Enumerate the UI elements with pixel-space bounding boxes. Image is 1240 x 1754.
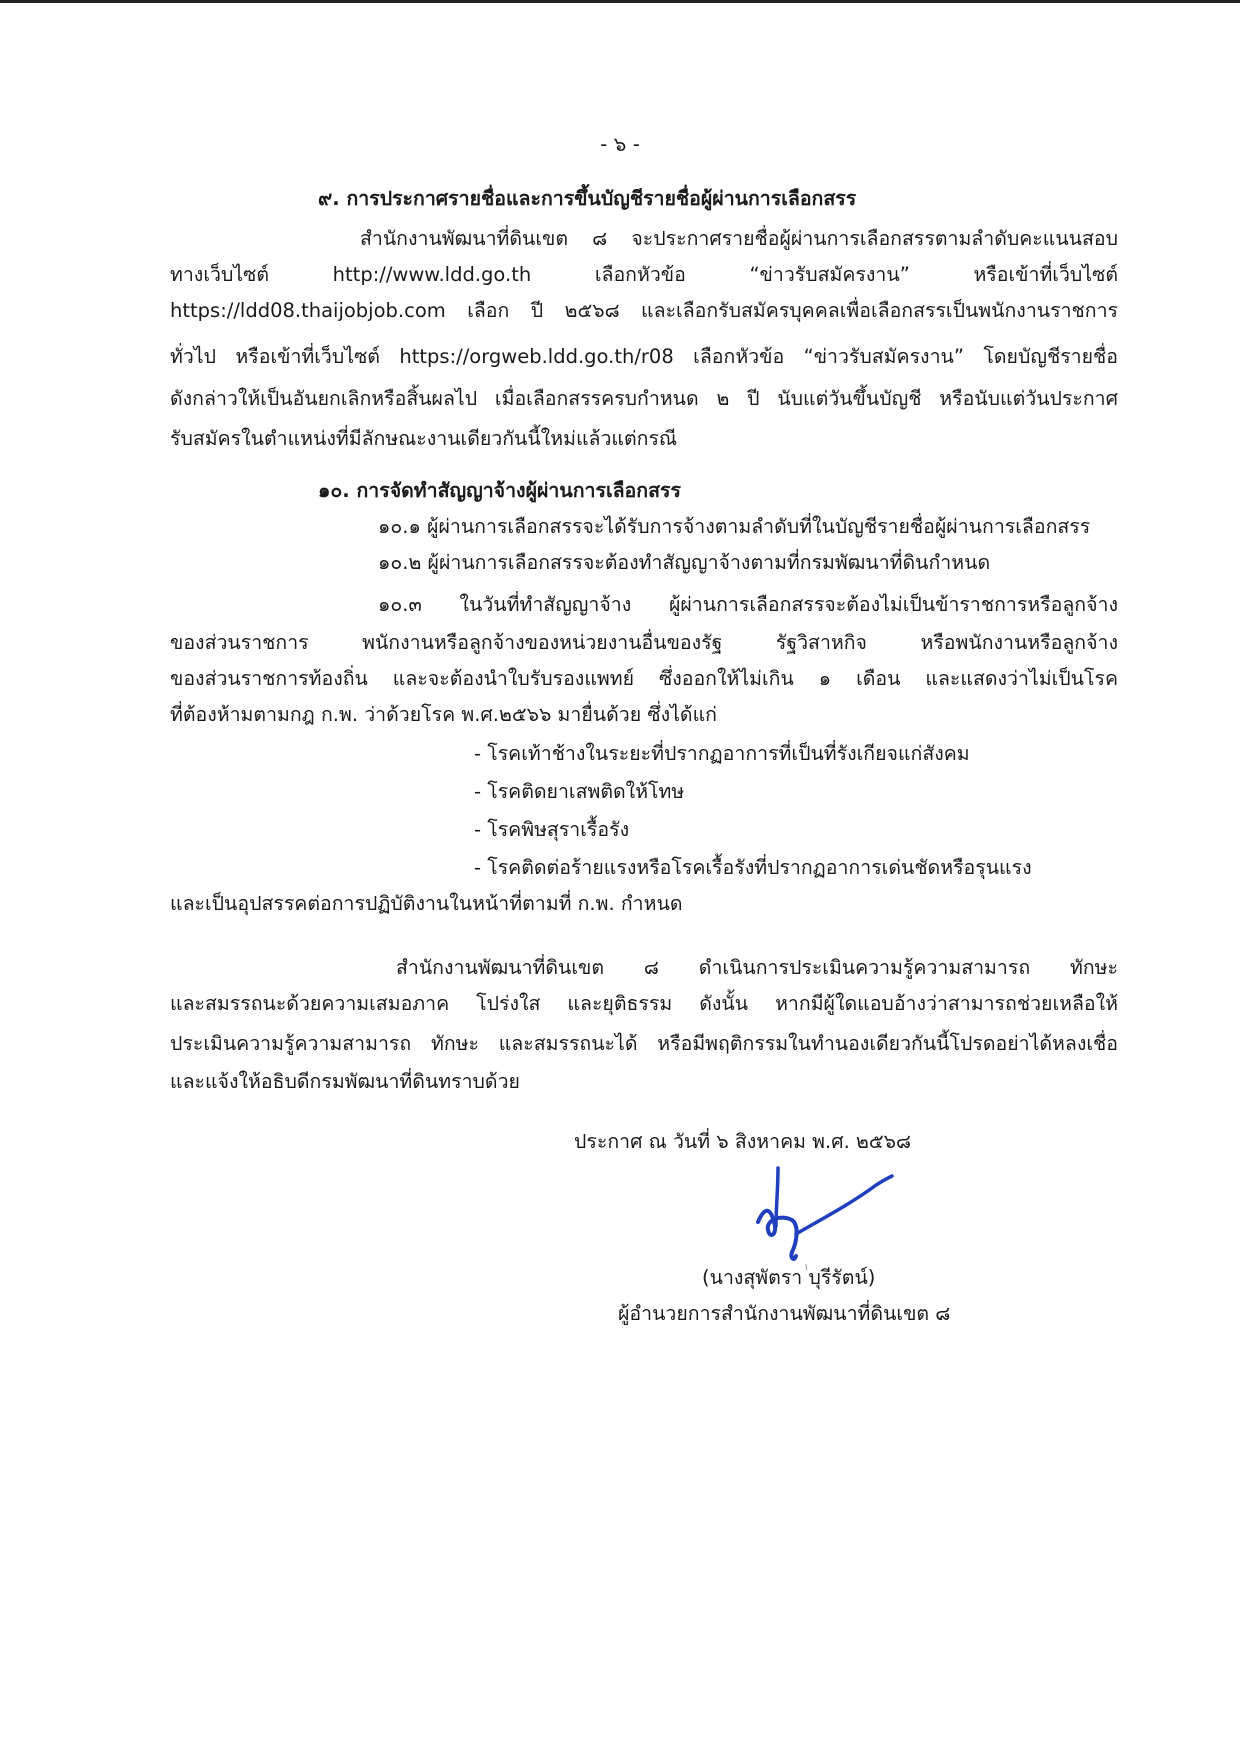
notice-line-1: สำนักงานพัฒนาที่ดินเขต ๘ ดำเนินการประเมินความรู้ความสามารถ ทักษะ [396, 956, 1118, 979]
notice-line-2: และสมรรถนะด้วยความเสมอภาค โปร่งใส และยุติธรรม ดังนั้น หากมีผู้ใดแอบอ้างว่าสามารถช่วยเหลือให้ [170, 992, 1118, 1015]
handwritten-signature [740, 1160, 900, 1270]
section-9-line-3: https://ldd08.thaijobjob.com เลือก ปี ๒๕๖๘ และเลือกรับสมัครบุคคลเพื่อเลือกสรรเป็นพนักงานราชการ [170, 299, 1118, 322]
section-10-item-3-line-2: ของส่วนราชการ พนักงานหรือลูกจ้างของหน่วยงานอื่นของรัฐ รัฐวิสาหกิจ หรือพนักงานหรือลูกจ้าง [170, 631, 1118, 654]
section-10-item-3-line-3: ของส่วนราชการท้องถิ่น และจะต้องนำใบรับรองแพทย์ ซึ่งออกให้ไม่เกิน ๑ เดือน และแสดงว่าไม่เป็นโรค [170, 667, 1118, 690]
disease-item: - โรคติดต่อร้ายแรงหรือโรคเรื้อรังที่ปรากฏอาการเด่นชัดหรือรุนแรง [474, 856, 1032, 879]
section-9-line-5: ดังกล่าวให้เป็นอันยกเลิกหรือสิ้นผลไป เมื่อเลือกสรรครบกำหนด ๒ ปี นับแต่วันขึ้นบัญชี หรือนับแต่วันประกาศ [170, 387, 1118, 410]
section-9-line-2: ทางเว็บไซต์ http://www.ldd.go.th เลือกหัวข้อ “ข่าวรับสมัครงาน” หรือเข้าที่เว็บไซต์ [170, 263, 1118, 286]
notice-line-3: ประเมินความรู้ความสามารถ ทักษะ และสมรรถนะได้ หรือมีพฤติกรรมในทำนองเดียวกันนี้โปรดอย่าได้หลงเชื่อ [170, 1032, 1118, 1055]
section-9-line-6: รับสมัครในตำแหน่งที่มีลักษณะงานเดียวกันนี้ใหม่แล้วแต่กรณี [170, 427, 678, 450]
section-10-item-3-line-4: ที่ต้องห้ามตามกฎ ก.พ. ว่าด้วยโรค พ.ศ.๒๕๖๖ มายื่นด้วย ซึ่งได้แก่ [170, 703, 717, 726]
announcement-date: ประกาศ ณ วันที่ ๖ สิงหาคม พ.ศ. ๒๕๖๘ [574, 1130, 912, 1153]
section-9-line-1: สำนักงานพัฒนาที่ดินเขต ๘ จะประกาศรายชื่อผู้ผ่านการเลือกสรรตามลำดับคะแนนสอบ [360, 227, 1118, 250]
notice-line-4: และแจ้งให้อธิบดีกรมพัฒนาที่ดินทราบด้วย [170, 1070, 520, 1093]
section-10-item-3-line-1: ๑๐.๓ ในวันที่ทำสัญญาจ้าง ผู้ผ่านการเลือกสรรจะต้องไม่เป็นข้าราชการหรือลูกจ้าง [378, 593, 1118, 616]
page-number: - ๖ - [600, 132, 640, 156]
section-9-line-4: ทั่วไป หรือเข้าที่เว็บไซต์ https://orgweb.ldd.go.th/r08 เลือกหัวข้อ “ข่าวรับสมัครงาน” โดยบัญชีรายชื่อ [170, 345, 1118, 368]
disease-item: - โรคติดยาเสพติดให้โทษ [474, 780, 685, 803]
section-10-closing: และเป็นอุปสรรคต่อการปฏิบัติงานในหน้าที่ตามที่ ก.พ. กำหนด [170, 892, 683, 915]
disease-item: - โรคพิษสุราเรื้อรัง [474, 818, 630, 841]
section-9-heading: ๙. การประกาศรายชื่อและการขึ้นบัญชีรายชื่อผู้ผ่านการเลือกสรร [318, 187, 857, 210]
signatory-title: ผู้อำนวยการสำนักงานพัฒนาที่ดินเขต ๘ [618, 1302, 951, 1325]
section-10-heading: ๑๐. การจัดทำสัญญาจ้างผู้ผ่านการเลือกสรร [318, 479, 681, 502]
disease-item: - โรคเท้าช้างในระยะที่ปรากฏอาการที่เป็นที่รังเกียจแก่สังคม [474, 742, 970, 765]
section-10-item-2: ๑๐.๒ ผู้ผ่านการเลือกสรรจะต้องทำสัญญาจ้างตามที่กรมพัฒนาที่ดินกำหนด [378, 551, 991, 574]
signatory-name: (นางสุพัตรา บุรีรัตน์) [702, 1266, 876, 1289]
section-10-item-1: ๑๐.๑ ผู้ผ่านการเลือกสรรจะได้รับการจ้างตามลำดับที่ในบัญชีรายชื่อผู้ผ่านการเลือกสรร [378, 515, 1091, 538]
page-top-border [0, 0, 1240, 3]
